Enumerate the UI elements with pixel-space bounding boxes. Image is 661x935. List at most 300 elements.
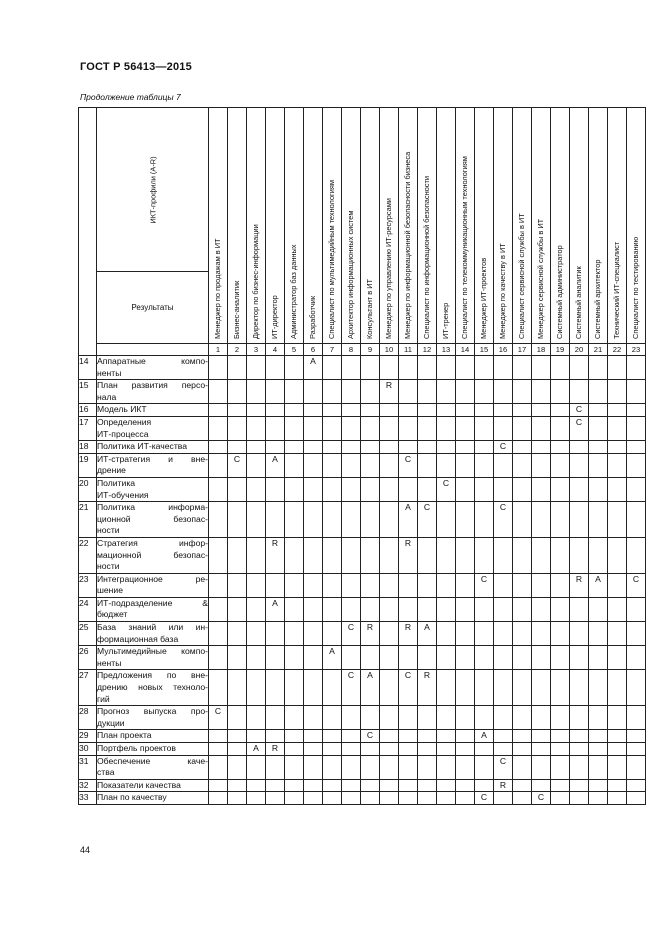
role-cell xyxy=(456,755,475,779)
row-number: 33 xyxy=(79,792,97,805)
role-cell xyxy=(475,477,494,501)
role-cell xyxy=(513,792,532,805)
role-header xyxy=(380,108,399,344)
table-row xyxy=(79,573,646,597)
role-cell xyxy=(437,755,456,779)
role-cell xyxy=(475,537,494,573)
table-row xyxy=(79,477,646,501)
role-cell xyxy=(475,573,494,597)
role-cell xyxy=(570,537,589,573)
role-cell xyxy=(551,404,570,417)
role-cell xyxy=(399,356,418,380)
role-cell xyxy=(247,416,266,440)
role-cell xyxy=(247,441,266,454)
role-cell xyxy=(494,743,513,756)
role-cell xyxy=(418,622,437,646)
table-row xyxy=(79,356,646,380)
result-name xyxy=(97,453,209,477)
role-cell xyxy=(361,779,380,792)
role-cell xyxy=(475,670,494,706)
role-cell xyxy=(304,502,323,538)
role-cell xyxy=(532,537,551,573)
role-cell xyxy=(513,416,532,440)
role-number: 13 xyxy=(437,344,456,356)
role-cell xyxy=(380,416,399,440)
role-cell xyxy=(399,380,418,404)
role-header xyxy=(418,108,437,344)
role-cell xyxy=(323,380,342,404)
role-cell xyxy=(266,453,285,477)
role-cell xyxy=(399,502,418,538)
role-cell xyxy=(304,380,323,404)
role-cell xyxy=(266,416,285,440)
role-number: 17 xyxy=(513,344,532,356)
result-name xyxy=(97,755,209,779)
role-cell xyxy=(228,597,247,621)
role-cell xyxy=(570,416,589,440)
role-header xyxy=(608,108,627,344)
role-cell xyxy=(228,730,247,743)
role-cell xyxy=(608,404,627,417)
result-line: Мультимедийные компо- xyxy=(97,646,208,657)
role-cell xyxy=(266,537,285,573)
role-cell xyxy=(361,537,380,573)
raci-mark: R xyxy=(385,380,393,391)
role-label: Менеджер ИТ-проектов xyxy=(479,257,488,339)
role-cell xyxy=(228,441,247,454)
raci-mark: C xyxy=(480,573,488,584)
role-cell xyxy=(361,646,380,670)
role-cell xyxy=(437,670,456,706)
role-cell xyxy=(228,706,247,730)
role-cell xyxy=(589,380,608,404)
role-cell xyxy=(608,573,627,597)
role-cell xyxy=(437,706,456,730)
raci-mark: C xyxy=(575,404,583,415)
role-cell xyxy=(361,792,380,805)
raci-mark: C xyxy=(499,502,507,513)
role-header xyxy=(494,108,513,344)
role-cell xyxy=(380,670,399,706)
table-row xyxy=(79,502,646,538)
role-cell xyxy=(209,743,228,756)
result-name xyxy=(97,779,209,792)
result-line: ности xyxy=(97,525,120,536)
role-cell xyxy=(513,477,532,501)
role-cell xyxy=(418,441,437,454)
role-cell xyxy=(209,537,228,573)
role-cell xyxy=(304,441,323,454)
role-cell xyxy=(361,730,380,743)
role-label: Архитектор информационных систем xyxy=(346,210,355,339)
role-cell xyxy=(589,356,608,380)
role-cell xyxy=(570,502,589,538)
role-cell xyxy=(456,356,475,380)
role-cell xyxy=(418,646,437,670)
role-cell xyxy=(266,779,285,792)
role-label: ИТ-директор xyxy=(270,295,279,339)
result-name xyxy=(97,380,209,404)
raci-mark: A xyxy=(272,453,278,464)
role-cell xyxy=(437,622,456,646)
role-cell xyxy=(247,779,266,792)
table-row xyxy=(79,706,646,730)
role-cell xyxy=(247,380,266,404)
row-number: 27 xyxy=(79,670,97,706)
role-cell xyxy=(475,356,494,380)
role-cell xyxy=(228,573,247,597)
role-label: Специалист по информационной безопасности xyxy=(422,175,431,339)
role-cell xyxy=(247,670,266,706)
table-row xyxy=(79,537,646,573)
role-cell xyxy=(418,453,437,477)
role-cell xyxy=(551,597,570,621)
role-cell xyxy=(532,779,551,792)
row-number: 19 xyxy=(79,453,97,477)
role-cell xyxy=(532,416,551,440)
role-number: 11 xyxy=(399,344,418,356)
role-number: 15 xyxy=(475,344,494,356)
role-cell xyxy=(228,380,247,404)
result-name xyxy=(97,441,209,454)
role-cell xyxy=(551,646,570,670)
result-line: Обеспечение каче- xyxy=(97,755,208,766)
role-cell xyxy=(266,356,285,380)
role-number: 12 xyxy=(418,344,437,356)
row-number: 16 xyxy=(79,404,97,417)
role-cell xyxy=(323,792,342,805)
role-cell xyxy=(342,706,361,730)
role-cell xyxy=(475,597,494,621)
role-label: Менеджер по качеству в ИТ xyxy=(498,243,507,339)
role-cell xyxy=(209,404,228,417)
role-cell xyxy=(361,416,380,440)
role-cell xyxy=(285,380,304,404)
role-cell xyxy=(304,670,323,706)
role-number: 21 xyxy=(589,344,608,356)
result-name xyxy=(97,573,209,597)
role-number: 3 xyxy=(247,344,266,356)
role-label: Технический ИТ-специалист xyxy=(612,241,621,339)
result-line: Модель ИКТ xyxy=(97,404,147,415)
role-cell xyxy=(209,416,228,440)
raci-mark: R xyxy=(499,779,507,790)
role-cell xyxy=(304,597,323,621)
role-cell xyxy=(589,755,608,779)
role-cell xyxy=(456,573,475,597)
role-cell xyxy=(285,477,304,501)
role-cell xyxy=(551,743,570,756)
role-cell xyxy=(342,380,361,404)
role-cell xyxy=(399,416,418,440)
raci-mark: A xyxy=(424,622,430,633)
role-cell xyxy=(228,502,247,538)
role-cell xyxy=(323,622,342,646)
role-cell xyxy=(570,792,589,805)
raci-mark: C xyxy=(442,477,450,488)
table-row xyxy=(79,441,646,454)
role-cell xyxy=(608,453,627,477)
result-name xyxy=(97,404,209,417)
role-cell xyxy=(627,706,646,730)
result-line: бюджет xyxy=(97,609,128,620)
role-cell xyxy=(209,706,228,730)
role-cell xyxy=(475,755,494,779)
role-cell xyxy=(266,670,285,706)
role-cell xyxy=(380,743,399,756)
role-cell xyxy=(399,730,418,743)
table-row xyxy=(79,670,646,706)
role-header xyxy=(247,108,266,344)
result-line: Политика xyxy=(97,477,136,488)
role-cell xyxy=(209,646,228,670)
role-cell xyxy=(589,404,608,417)
role-cell xyxy=(570,573,589,597)
raci-mark: A xyxy=(595,573,601,584)
row-number: 24 xyxy=(79,597,97,621)
role-cell xyxy=(247,502,266,538)
role-cell xyxy=(627,792,646,805)
role-cell xyxy=(418,779,437,792)
role-cell xyxy=(399,573,418,597)
role-cell xyxy=(361,404,380,417)
role-cell xyxy=(475,622,494,646)
role-cell xyxy=(551,537,570,573)
role-cell xyxy=(323,416,342,440)
role-cell xyxy=(475,646,494,670)
raci-mark: A xyxy=(253,743,259,753)
role-cell xyxy=(456,597,475,621)
role-cell xyxy=(247,453,266,477)
raci-mark: C xyxy=(537,792,545,803)
role-cell xyxy=(399,646,418,670)
role-cell xyxy=(285,441,304,454)
role-cell xyxy=(399,706,418,730)
role-cell xyxy=(342,597,361,621)
role-cell xyxy=(304,416,323,440)
role-cell xyxy=(532,670,551,706)
table-row xyxy=(79,730,646,743)
role-cell xyxy=(228,622,247,646)
role-number: 7 xyxy=(323,344,342,356)
role-cell xyxy=(608,441,627,454)
role-cell xyxy=(418,792,437,805)
role-cell xyxy=(551,380,570,404)
role-cell xyxy=(437,779,456,792)
role-cell xyxy=(627,477,646,501)
role-cell xyxy=(627,755,646,779)
role-cell xyxy=(456,743,475,756)
role-cell xyxy=(323,453,342,477)
raci-mark: R xyxy=(404,622,412,633)
results-column-header: Результаты xyxy=(97,272,209,344)
role-cell xyxy=(285,743,304,756)
role-cell xyxy=(627,730,646,743)
role-cell xyxy=(380,502,399,538)
role-number: 5 xyxy=(285,344,304,356)
role-cell xyxy=(570,380,589,404)
role-cell xyxy=(570,646,589,670)
result-line: мационной безопас- xyxy=(97,549,208,560)
role-cell xyxy=(266,573,285,597)
role-cell xyxy=(342,537,361,573)
role-cell xyxy=(494,502,513,538)
role-header xyxy=(456,108,475,344)
role-cell xyxy=(456,730,475,743)
table-row xyxy=(79,404,646,417)
role-cell xyxy=(589,670,608,706)
result-line: План проекта xyxy=(97,730,152,741)
role-cell xyxy=(475,416,494,440)
result-name xyxy=(97,477,209,501)
role-cell xyxy=(361,356,380,380)
table-row xyxy=(79,597,646,621)
role-cell xyxy=(266,622,285,646)
role-label: Директор по бизнес-информации xyxy=(251,224,260,339)
role-cell xyxy=(532,477,551,501)
role-cell xyxy=(342,779,361,792)
role-cell xyxy=(209,597,228,621)
role-cell xyxy=(589,622,608,646)
role-cell xyxy=(418,670,437,706)
role-cell xyxy=(532,730,551,743)
role-cell xyxy=(247,755,266,779)
role-label: Системный администратор xyxy=(555,245,564,339)
role-label: Специалист сервисной службы в ИТ xyxy=(517,213,526,339)
role-cell xyxy=(589,573,608,597)
role-cell xyxy=(532,792,551,805)
role-cell xyxy=(304,477,323,501)
role-cell xyxy=(532,597,551,621)
role-header xyxy=(209,108,228,344)
raci-mark: C xyxy=(480,792,488,803)
role-cell xyxy=(532,573,551,597)
role-label: Специалист по тестированию xyxy=(631,236,640,339)
role-cell xyxy=(513,404,532,417)
role-cell xyxy=(551,453,570,477)
role-cell xyxy=(266,755,285,779)
role-cell xyxy=(304,404,323,417)
result-line: Политика информа- xyxy=(97,502,208,513)
role-cell xyxy=(247,356,266,380)
table-row xyxy=(79,792,646,805)
role-cell xyxy=(513,380,532,404)
role-cell xyxy=(513,670,532,706)
role-cell xyxy=(475,743,494,756)
role-cell xyxy=(247,730,266,743)
role-cell xyxy=(513,706,532,730)
role-cell xyxy=(589,730,608,743)
role-cell xyxy=(399,453,418,477)
role-cell xyxy=(437,502,456,538)
role-header xyxy=(475,108,494,344)
role-cell xyxy=(627,779,646,792)
role-cell xyxy=(380,779,399,792)
role-cell xyxy=(399,622,418,646)
raci-mark: C xyxy=(347,670,355,681)
role-cell xyxy=(437,477,456,501)
role-cell xyxy=(513,537,532,573)
role-cell xyxy=(589,502,608,538)
role-cell xyxy=(494,730,513,743)
role-cell xyxy=(513,646,532,670)
role-cell xyxy=(608,622,627,646)
header-blank-cell xyxy=(79,108,97,356)
role-cell xyxy=(456,792,475,805)
raci-mark: C xyxy=(499,441,507,452)
role-cell xyxy=(570,706,589,730)
role-cell xyxy=(266,502,285,538)
role-cell xyxy=(608,356,627,380)
role-cell xyxy=(228,537,247,573)
role-cell xyxy=(513,622,532,646)
role-cell xyxy=(608,477,627,501)
role-number: 20 xyxy=(570,344,589,356)
role-cell xyxy=(532,380,551,404)
role-cell xyxy=(437,597,456,621)
role-cell xyxy=(285,622,304,646)
result-name xyxy=(97,622,209,646)
role-cell xyxy=(456,380,475,404)
role-cell xyxy=(627,646,646,670)
role-cell xyxy=(285,597,304,621)
role-cell xyxy=(437,537,456,573)
role-cell xyxy=(285,792,304,805)
role-cell xyxy=(266,706,285,730)
role-number: 8 xyxy=(342,344,361,356)
role-cell xyxy=(608,537,627,573)
role-cell xyxy=(323,646,342,670)
row-number: 25 xyxy=(79,622,97,646)
role-cell xyxy=(399,404,418,417)
role-cell xyxy=(399,792,418,805)
result-line: ненты xyxy=(97,657,122,668)
role-cell xyxy=(285,356,304,380)
role-header xyxy=(342,108,361,344)
raci-mark: C xyxy=(366,730,374,741)
role-cell xyxy=(209,477,228,501)
role-cell xyxy=(361,573,380,597)
role-cell xyxy=(247,404,266,417)
result-line: нала xyxy=(97,391,117,402)
table-row xyxy=(79,779,646,792)
raci-mark: A xyxy=(310,356,316,366)
role-cell xyxy=(475,779,494,792)
role-cell xyxy=(323,706,342,730)
role-cell xyxy=(323,779,342,792)
role-cell xyxy=(266,380,285,404)
raci-mark: C xyxy=(499,755,507,766)
row-number: 17 xyxy=(79,416,97,440)
role-cell xyxy=(304,755,323,779)
role-cell xyxy=(608,755,627,779)
role-cell xyxy=(304,356,323,380)
role-cell xyxy=(209,622,228,646)
raci-mark: R xyxy=(271,537,279,548)
role-cell xyxy=(399,597,418,621)
role-header xyxy=(589,108,608,344)
result-line: Интеграционное ре- xyxy=(97,573,208,584)
role-number: 18 xyxy=(532,344,551,356)
role-header xyxy=(323,108,342,344)
raci-mark: C xyxy=(347,622,355,633)
role-cell xyxy=(437,441,456,454)
role-cell xyxy=(513,730,532,743)
role-cell xyxy=(361,743,380,756)
role-cell xyxy=(418,573,437,597)
role-label: Администратор баз данных xyxy=(289,244,298,339)
result-line: Портфель проектов xyxy=(97,743,176,753)
